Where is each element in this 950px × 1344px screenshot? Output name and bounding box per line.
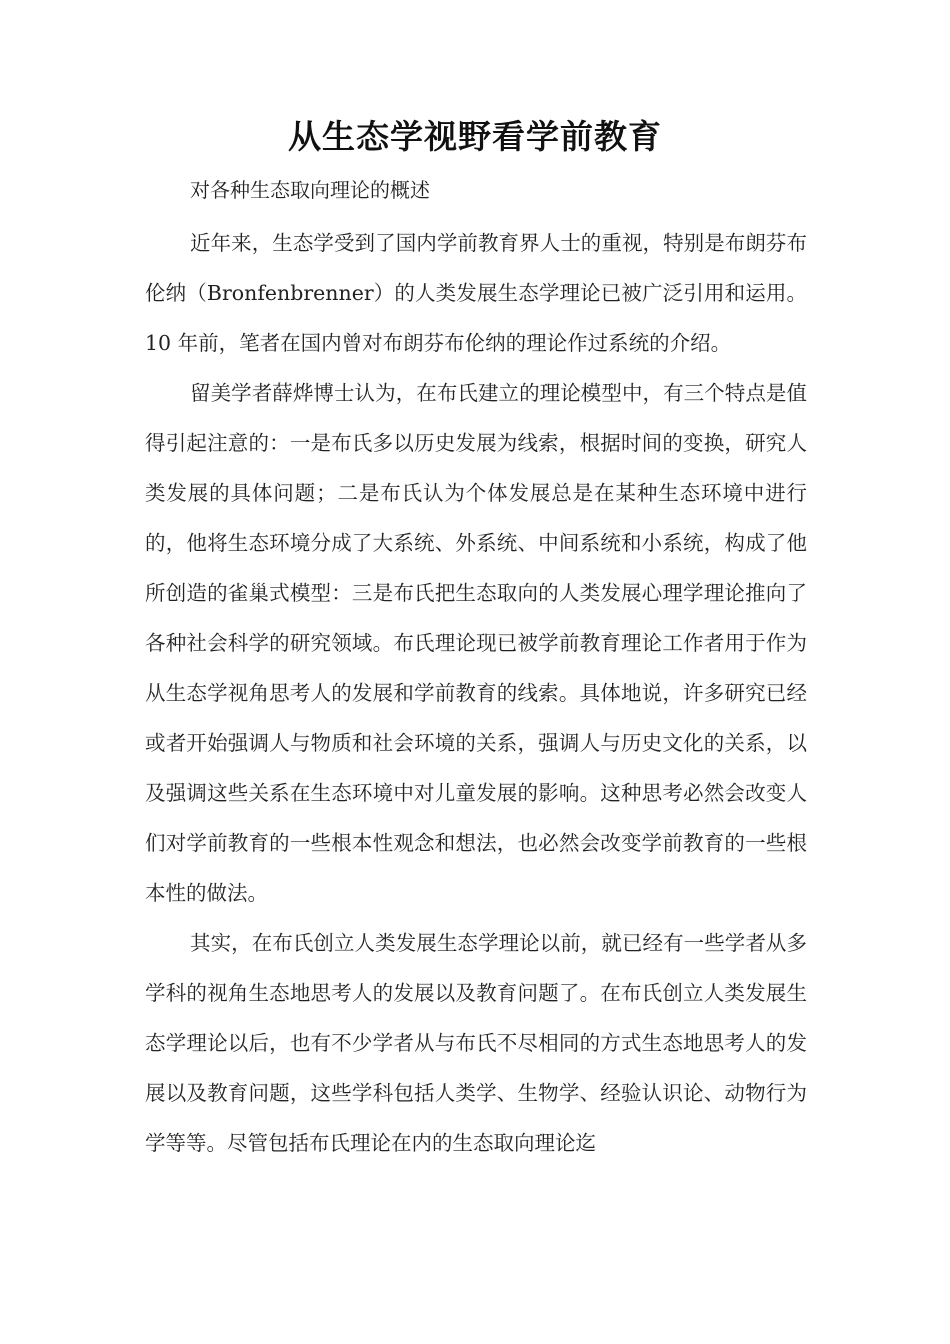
- paragraph-3: 其实，在布氏创立人类发展生态学理论以前，就已经有一些学者从多学科的视角生态地思考人的发展以及教育问题了。在布氏创立人类发展生态学理论以后，也有不少学者从与布氏不尽相同的方式生态地思考人的发展以及教育问题，这些学科包括人类学、生物学、经验认识论、动物行为学等等。尽管包括布氏理论在内的生态取向理论迄: [145, 931, 807, 1155]
- document-body: [145, 218, 807, 1168]
- document-title: 从生态学视野看学前教育: [288, 117, 662, 156]
- document-subtitle: 对各种生态取向理论的概述: [190, 178, 430, 202]
- paragraph-2: 留美学者薛烨博士认为，在布氏建立的理论模型中，有三个特点是值得引起注意的：一是布氏多以历史发展为线索，根据时间的变换，研究人类发展的具体问题；二是布氏认为个体发展总是在某种生态环境中进行的，他将生态环境分成了大系统、外系统、中间系统和小系统，构成了他所创造的雀巢式模型：三是布氏把生态取向的人类发展心理学理论推向了各种社会科学的研究领域。布氏理论现已被学前教育理论工作者用于作为从生态学视角思考人的发展和学前教育的线索。具体地说，许多研究已经或者开始强调人与物质和社会环境的关系，强调人与历史文化的关系，以及强调这些关系在生态环境中对儿童发展的影响。这种思考必然会改变人们对学前教育的一些根本性观念和想法，也必然会改变学前教育的一些根本性的做法。: [145, 381, 807, 905]
- paragraph-1: 近年来，生态学受到了国内学前教育界人士的重视，特别是布朗芬布伦纳（Bronfenbrenner）的人类发展生态学理论已被广泛引用和运用。10 年前，笔者在国内曾对布朗芬布伦纳的理论作过系统的介绍。: [145, 231, 807, 355]
